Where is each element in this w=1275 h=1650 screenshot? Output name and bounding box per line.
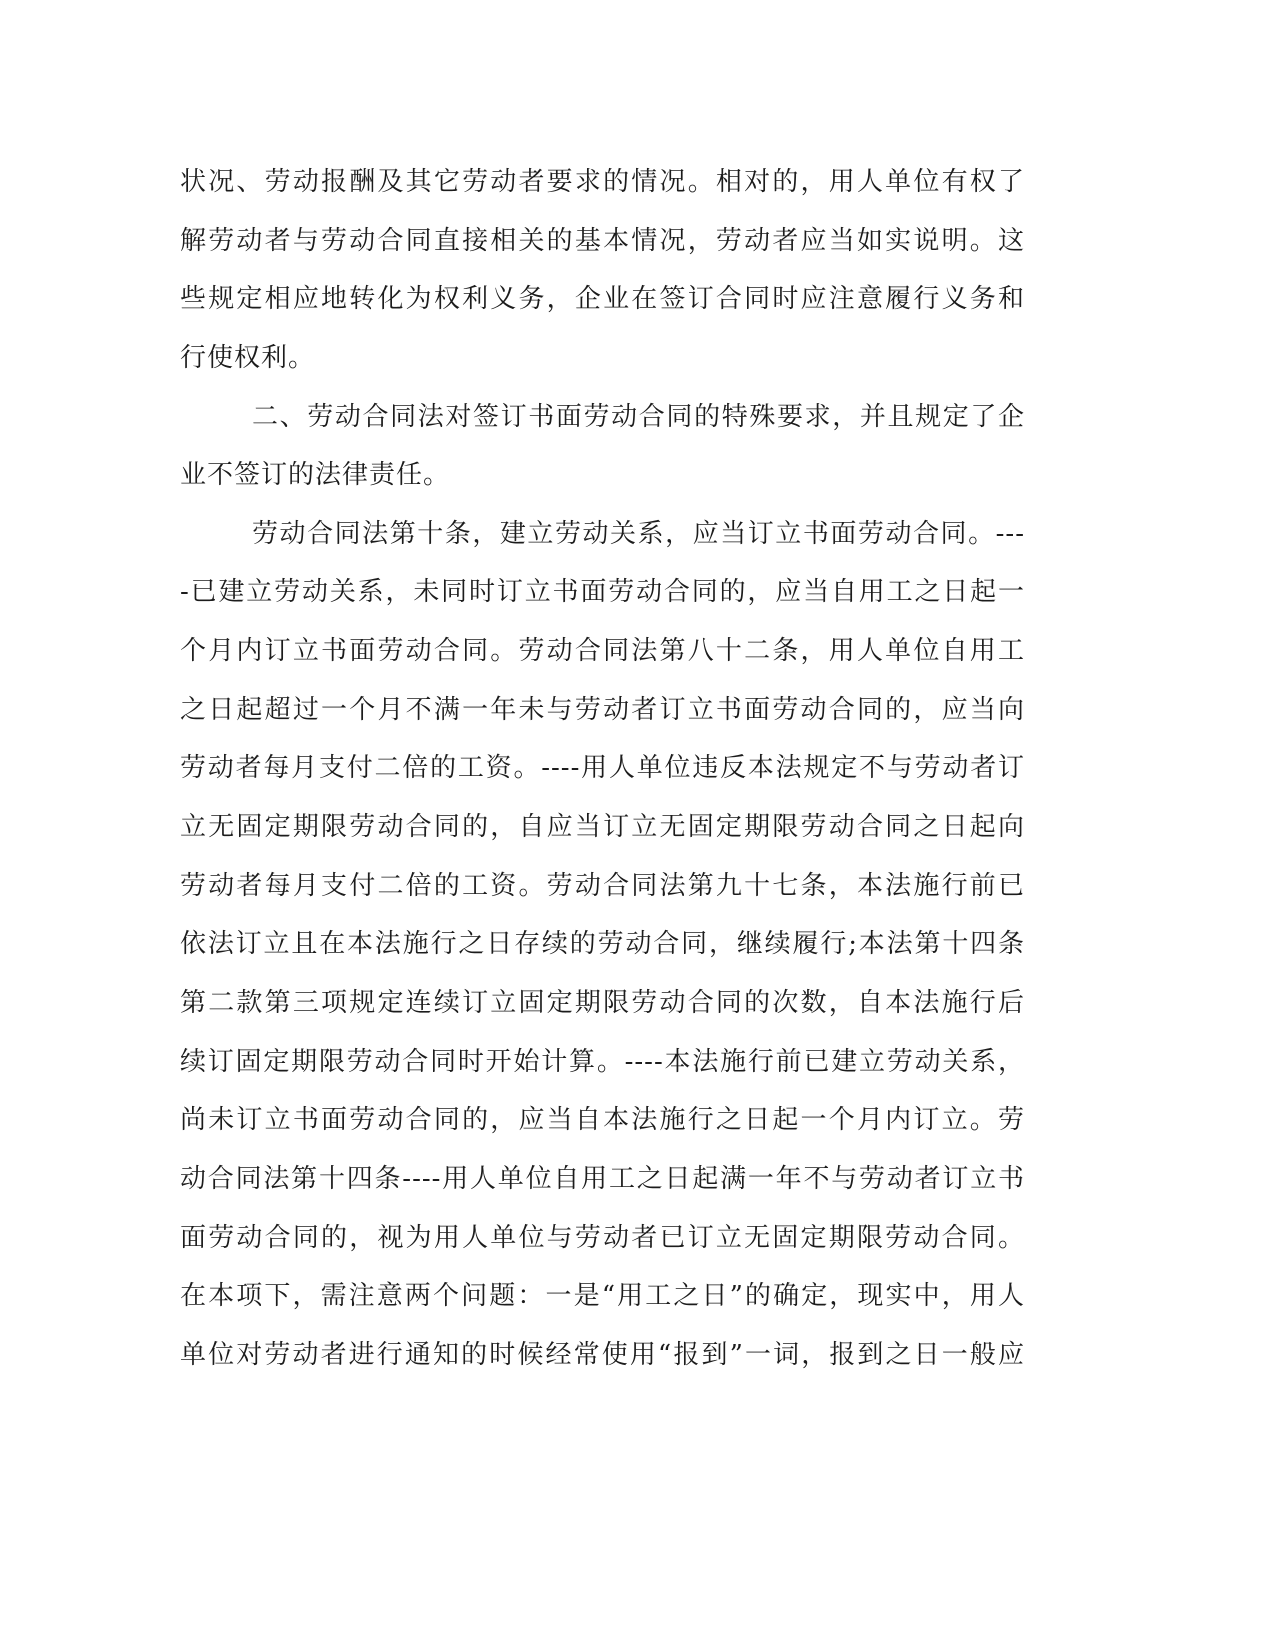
paragraph-body xyxy=(180,505,1025,1385)
paragraph-section-heading xyxy=(180,388,1025,505)
text-line: 续订固定期限劳动合同时开始计算。----本法施行前已建立劳动关系， xyxy=(180,1046,1025,1077)
text-line: 动合同法第十四条----用人单位自用工之日起满一年不与劳动者订立书 xyxy=(180,1163,1025,1194)
paragraph-continued xyxy=(180,153,1025,388)
text-line: 单位对劳动者进行通知的时候经常使用“报到”一词，报到之日一般应 xyxy=(180,1339,1025,1370)
text-line: 立无固定期限劳动合同的，自应当订立无固定期限劳动合同之日起向 xyxy=(180,812,1025,843)
text-line: 之日起超过一个月不满一年未与劳动者订立书面劳动合同的，应当向 xyxy=(180,694,1025,725)
text-line: 状况、劳动报酬及其它劳动者要求的情况。相对的，用人单位有权了 xyxy=(180,167,1025,197)
text-line: 劳动者每月支付二倍的工资。劳动合同法第九十七条，本法施行前已 xyxy=(180,870,1025,901)
text-line: 劳动者每月支付二倍的工资。----用人单位违反本法规定不与劳动者订 xyxy=(180,753,1025,784)
text-line: 二、劳动合同法对签订书面劳动合同的特殊要求，并且规定了企 xyxy=(252,401,1025,432)
text-line: 面劳动合同的，视为用人单位与劳动者已订立无固定期限劳动合同。 xyxy=(180,1222,1025,1253)
text-line: 解劳动者与劳动合同直接相关的基本情况，劳动者应当如实说明。这 xyxy=(180,225,1025,256)
text-line: 劳动合同法第十条，建立劳动关系，应当订立书面劳动合同。--- xyxy=(252,518,1025,549)
text-line: 行使权利。 xyxy=(180,342,316,373)
text-line: 第二款第三项规定连续订立固定期限劳动合同的次数，自本法施行后 xyxy=(180,987,1025,1018)
text-line: 个月内订立书面劳动合同。劳动合同法第八十二条，用人单位自用工 xyxy=(180,636,1025,667)
text-line: 些规定相应地转化为权利义务，企业在签订合同时应注意履行义务和 xyxy=(180,284,1025,315)
text-line: 依法订立且在本法施行之日存续的劳动合同，继续履行;本法第十四条 xyxy=(180,929,1025,960)
text-line: 业不签订的法律责任。 xyxy=(180,460,451,491)
text-line: 在本项下，需注意两个问题：一是“用工之日”的确定，现实中，用人 xyxy=(180,1281,1025,1312)
document-body xyxy=(180,153,1025,1384)
text-line: 尚未订立书面劳动合同的，应当自本法施行之日起一个月内订立。劳 xyxy=(180,1105,1025,1136)
text-line: -已建立劳动关系，未同时订立书面劳动合同的，应当自用工之日起一 xyxy=(180,577,1025,608)
